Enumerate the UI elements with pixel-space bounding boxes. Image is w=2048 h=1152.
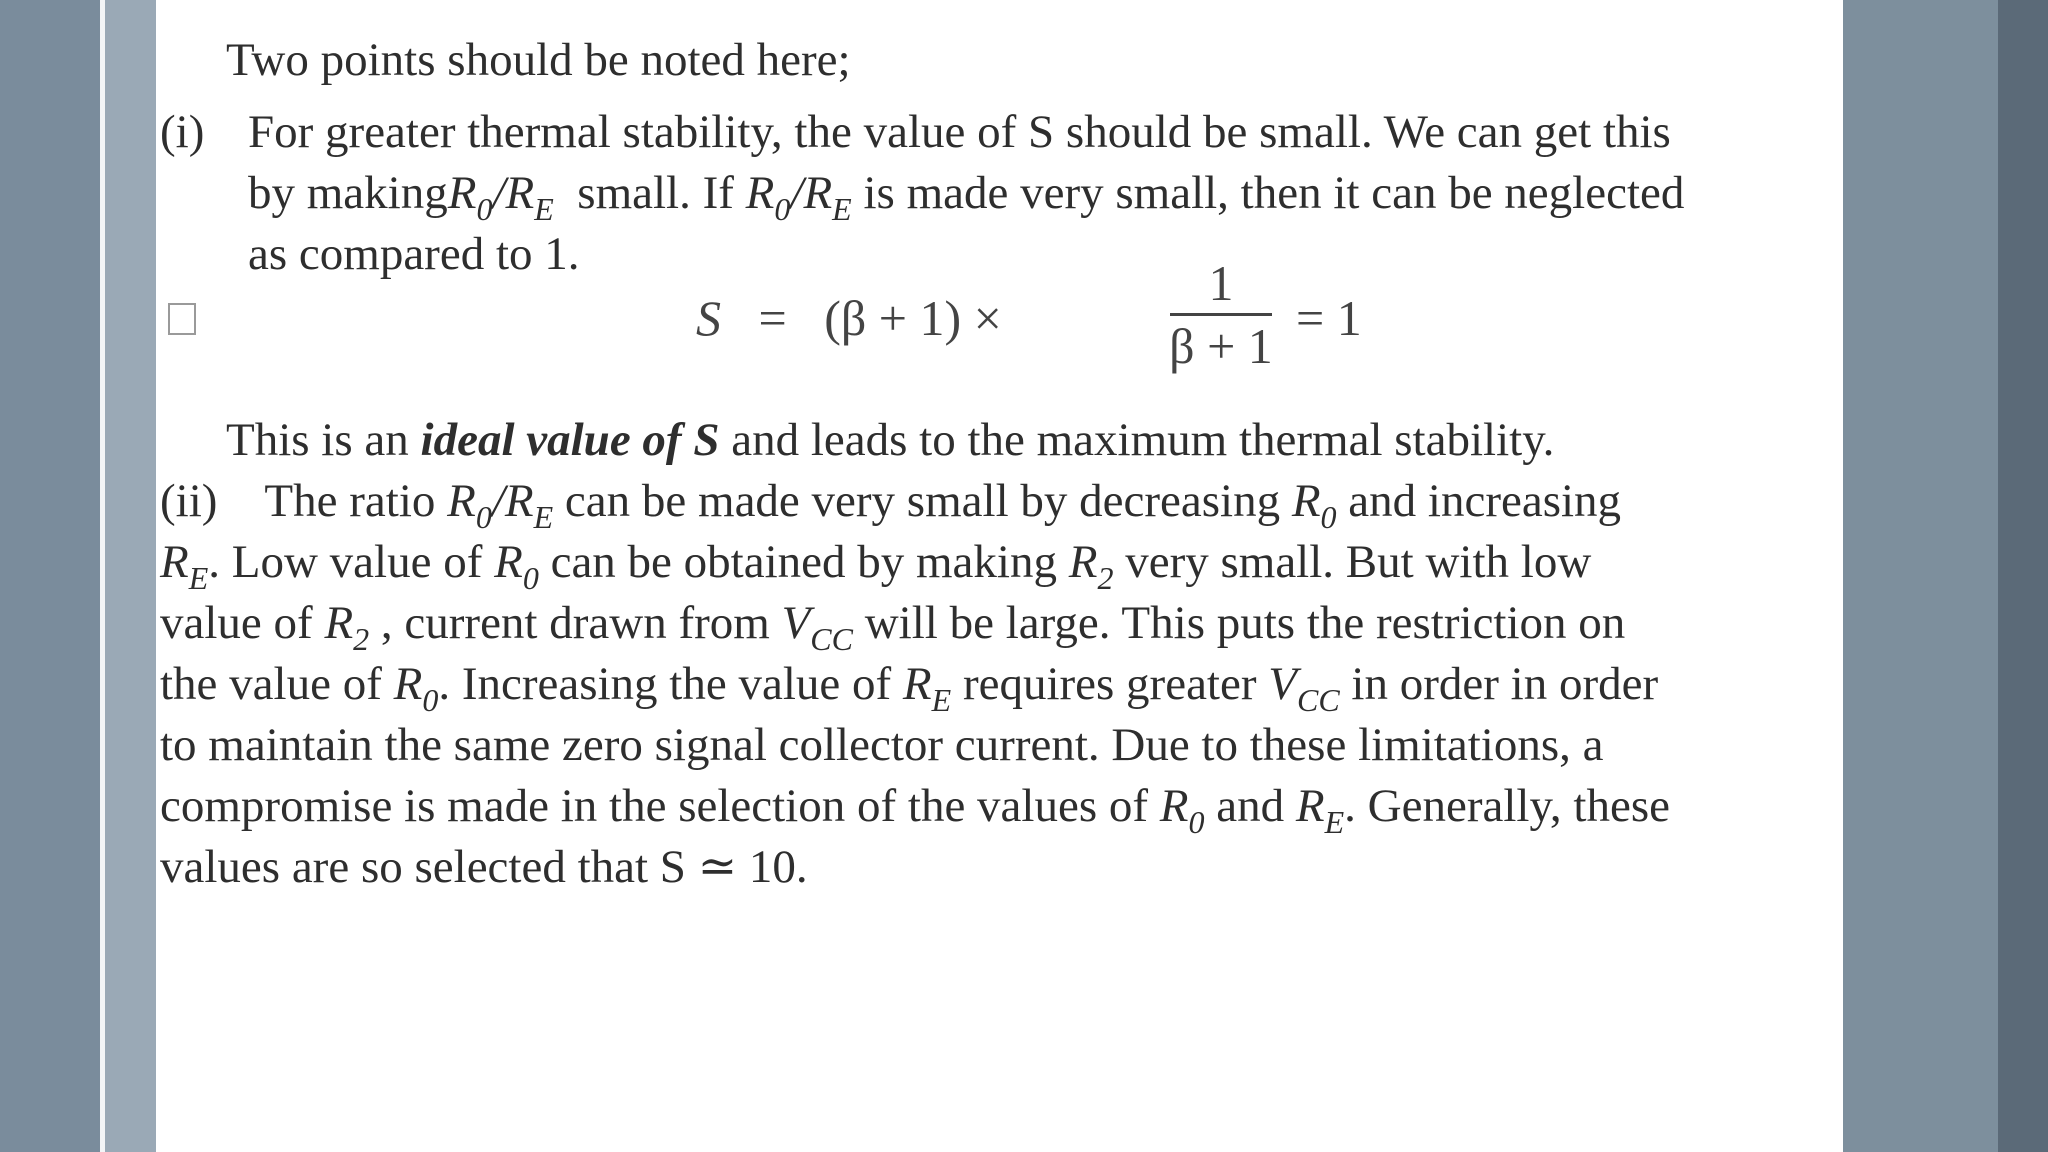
point-ii-l1-c: and increasing — [1348, 475, 1622, 527]
formula-equals: = — [758, 290, 787, 346]
point-ii-l6-a: compromise is made in the selection of the values of — [160, 780, 1149, 832]
point-ii-marker: (ii) — [160, 475, 218, 527]
point-ii-line-3 — [160, 593, 1626, 657]
point-ii-line-5 — [160, 715, 1603, 776]
symbol-r0: $R_0$ — [393, 658, 439, 718]
fraction-numerator: 1 — [1208, 255, 1234, 311]
ideal-value-line — [226, 410, 1554, 471]
symbol-r0-re: $R_0/R_E$ — [745, 167, 852, 227]
point-i-line-2 — [248, 163, 1685, 227]
point-ii-l5: to maintain the same zero signal collector current. Due to these limitations, a — [160, 719, 1604, 771]
symbol-vcc: $V_{CC}$ — [781, 597, 853, 657]
symbol-r0: $R_0$ — [1159, 780, 1205, 840]
point-ii-l2-c: very small. But with low — [1125, 536, 1592, 588]
ideal-post: and leads to the maximum thermal stability. — [731, 414, 1555, 466]
point-ii-line-7 — [160, 837, 808, 898]
point-ii-line-2 — [160, 532, 1592, 596]
point-i-line-3 — [248, 224, 580, 285]
left-border-band — [0, 0, 100, 1152]
point-ii-l2-a: . Low value of — [208, 536, 483, 588]
formula-rhs — [1296, 288, 1362, 349]
point-i-line-3-text: as compared to 1. — [248, 228, 580, 280]
symbol-re: $R_E$ — [902, 658, 952, 718]
point-ii-l4-d: in order in order — [1351, 658, 1659, 710]
point-ii-line-4 — [160, 654, 1659, 718]
point-ii-l1-a: The ratio — [264, 475, 436, 527]
point-i-marker — [160, 102, 204, 163]
symbol-r0: $R_0$ — [494, 536, 539, 596]
point-ii-l3-a: value of — [160, 597, 313, 649]
point-i-line-2-post: is made very small, then it can be neglected — [863, 167, 1685, 219]
point-ii-line-1 — [160, 471, 1622, 535]
formula-lhs — [696, 288, 1002, 349]
symbol-re: $R_E$ — [160, 536, 209, 596]
point-ii-l6-c: . Generally, these — [1344, 780, 1670, 832]
point-ii-l7: values are so selected that S ≃ 10. — [160, 841, 808, 893]
document-page — [156, 0, 1843, 1152]
point-ii-l6-b: and — [1216, 780, 1285, 832]
symbol-re: $R_E$ — [1295, 780, 1345, 840]
ideal-pre: This is an — [226, 414, 409, 466]
right-border-band — [1998, 0, 2048, 1152]
point-i-line-2-pre: by making — [248, 167, 448, 219]
left-inner-band — [105, 0, 156, 1152]
formula-factor: (β + 1) × — [824, 290, 1002, 346]
symbol-r0: $R_0$ — [1291, 475, 1337, 535]
point-i-line-1-text: For greater thermal stability, the value of S should be small. We can get this — [248, 106, 1671, 158]
point-ii-l3-b: , current drawn from — [380, 597, 770, 649]
symbol-r2: $R_2$ — [1068, 536, 1114, 596]
point-ii-l2-b: can be obtained by making — [550, 536, 1057, 588]
point-ii-l4-a: the value of — [160, 658, 382, 710]
fraction-denominator: β + 1 — [1169, 318, 1273, 374]
formula-fraction — [1166, 255, 1276, 374]
ideal-emphasis: ideal value of S — [420, 414, 720, 466]
symbol-vcc: $V_{CC}$ — [1268, 658, 1340, 718]
right-inner-band — [1843, 0, 1998, 1152]
point-i-marker-text: (i) — [160, 106, 205, 158]
intro-text: Two points should be noted here; — [226, 34, 851, 86]
symbol-r0-re: $R_0/R_E$ — [447, 167, 554, 227]
formula-result: = 1 — [1296, 290, 1362, 346]
point-ii-line-6 — [160, 776, 1670, 840]
intro-line — [226, 30, 851, 91]
point-ii-l4-c: requires greater — [962, 658, 1257, 710]
formula-s: S — [696, 290, 721, 346]
point-ii-l1-b: can be made very small by decreasing — [564, 475, 1281, 527]
point-ii-l3-c: will be large. This puts the restriction on — [864, 597, 1626, 649]
placeholder-checkbox[interactable] — [168, 303, 196, 335]
symbol-r0-re: $R_0/R_E$ — [447, 475, 554, 535]
symbol-r2: $R_2$ — [324, 597, 370, 657]
point-ii-l4-b: . Increasing the value of — [438, 658, 892, 710]
point-i-line-2-mid: small. If — [577, 167, 734, 219]
fraction-bar — [1170, 313, 1272, 316]
point-i-line-1 — [248, 102, 1671, 163]
